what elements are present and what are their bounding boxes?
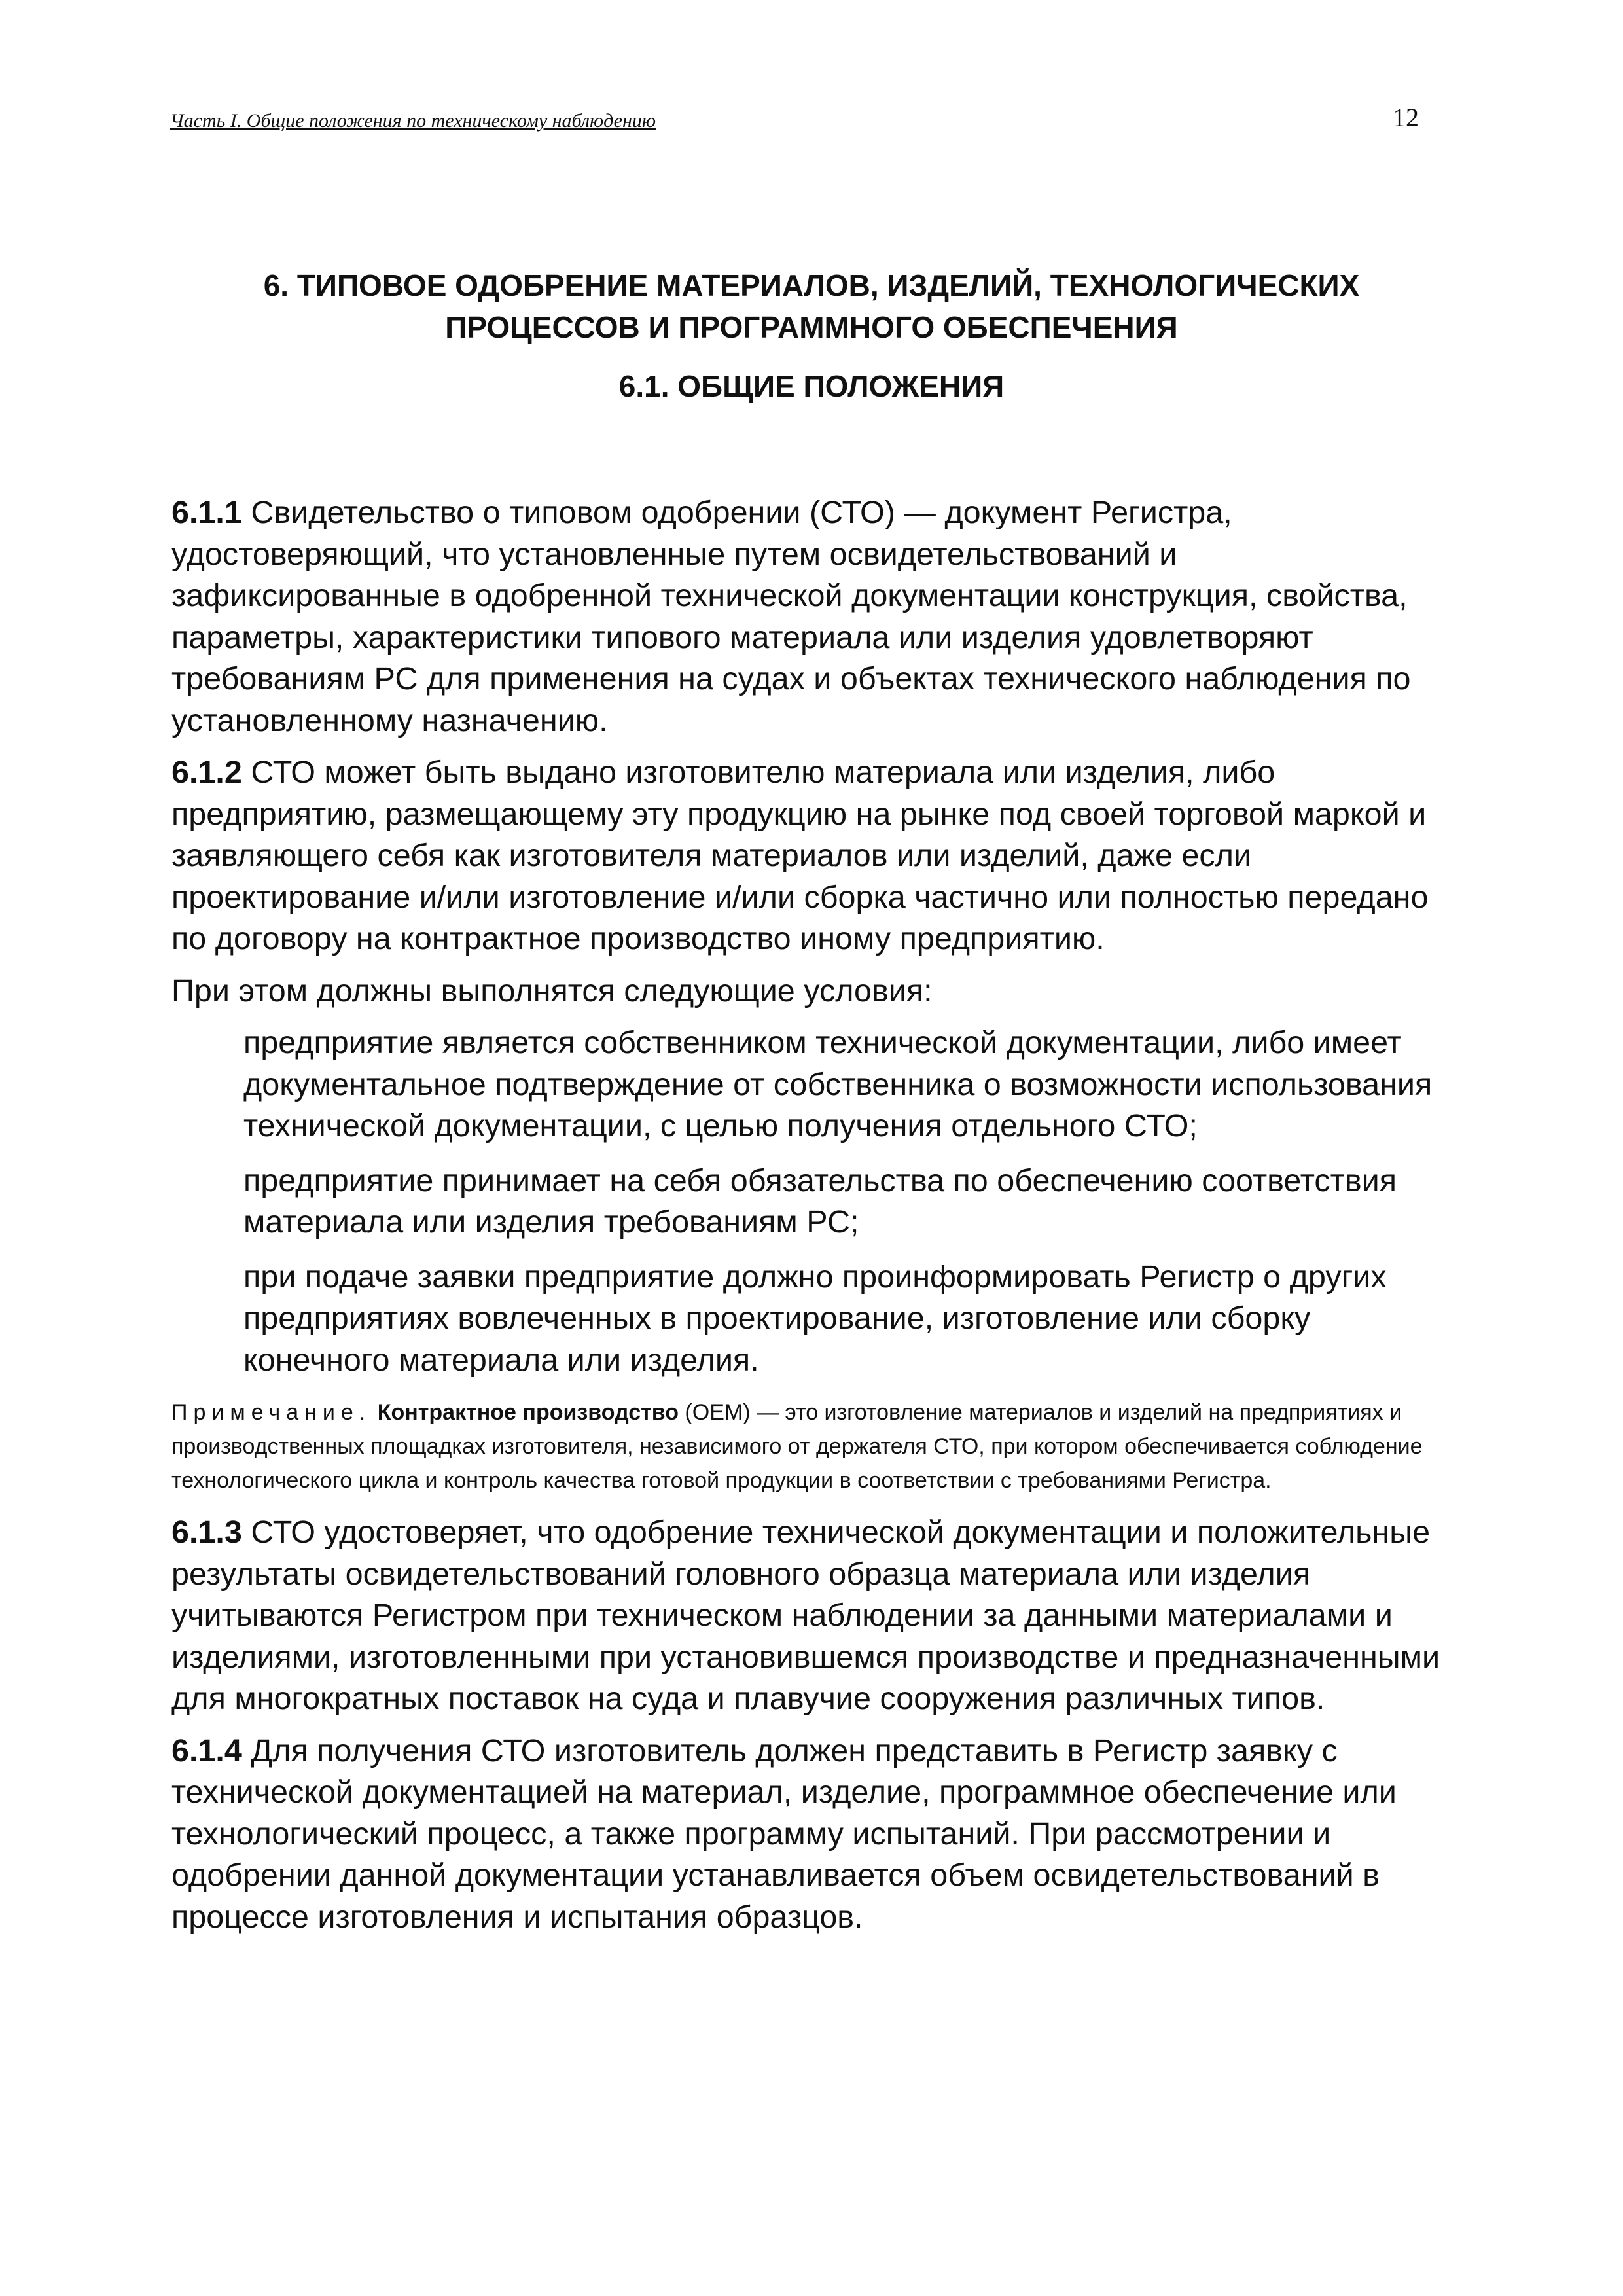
condition-item: при подаче заявки предприятие должно проинформировать Регистр о других предприятиях вовлеченных в проектирование, изготовление или сборку конечного материала или изделия. — [243, 1259, 1387, 1378]
note-text: (ОЕМ) — это изготовление материалов и изделий на предприятиях и производственных площадках изготовителя, независимого от держателя СТО, при котором обеспечивается соблюдение технологического цикла и контроль качества готовой продукции в соответствии с требованиями Регистра. — [171, 1400, 1423, 1493]
condition-item: предприятие является собственником технической документации, либо имеет документальное подтверждение от собственника о возможности использования технической документации, с целью получения отдельного СТО; — [243, 1025, 1433, 1143]
paragraph-6-1-3 — [171, 1512, 1454, 1720]
conditions-list — [171, 1022, 1454, 1381]
paragraph-6-1-2 — [171, 752, 1454, 960]
section-title: 6.1. ОБЩИЕ ПОЛОЖЕНИЯ — [618, 369, 1005, 403]
paragraph-number: 6.1.1 — [171, 495, 242, 530]
paragraph-6-1-1 — [171, 492, 1454, 742]
document-body — [171, 492, 1454, 1948]
note-label: Примечание. — [171, 1400, 372, 1425]
note — [171, 1395, 1454, 1498]
paragraph-text: Для получения СТО изготовитель должен представить в Регистр заявку с технической документацией на материал, изделие, программное обеспечение или технологический процесс, а также программу испытаний. При рассмотрении и одобрении данной документации устанавливается объем освидетельствований в процессе изготовления и испытания образцов. — [171, 1732, 1397, 1935]
chapter-title — [157, 264, 1466, 348]
paragraph-6-1-4 — [171, 1731, 1454, 1939]
paragraph-text: Свидетельство о типовом одобрении (СТО) — документ Регистра, удостоверяющий, что установленные путем освидетельствований и зафиксированные в одобренной технической документации конструкция, свойства, параметры, характеристики типового материала или изделия удовлетворяют требованиям РС для применения на судах и объектах технического наблюдения по установленному назначению. — [171, 495, 1411, 738]
chapter-title-line-1: 6. ТИПОВОЕ ОДОБРЕНИЕ МАТЕРИАЛОВ, ИЗДЕЛИЙ, ТЕХНОЛОГИЧЕСКИХ — [263, 268, 1360, 302]
paragraph-text: СТО может быть выдано изготовителю материала или изделия, либо предприятию, размещающему эту продукцию на рынке под своей торговой маркой и заявляющего себя как изготовителя материалов или изделий, даже если проектирование и/или изготовление и/или сборка частично или полностью передано по договору на контрактное производство иному предприятию. — [171, 755, 1429, 956]
paragraph-number: 6.1.3 — [171, 1515, 242, 1550]
note-term: Контрактное производство — [377, 1400, 679, 1425]
paragraph-number: 6.1.4 — [171, 1732, 242, 1768]
page-number: 12 — [1393, 103, 1419, 132]
conditions-intro: При этом должны выполнятся следующие условия: — [171, 973, 933, 1009]
paragraph-text: СТО удостоверяет, что одобрение технической документации и положительные результаты освидетельствований головного образца материала или изделия учитываются Регистром при техническом наблюдении за данными материалами и изделиями, изготовленными при установившемся производстве и предназначенными для многократных поставок на суда и плавучие сооружения различных типов. — [171, 1515, 1440, 1716]
condition-item: предприятие принимает на себя обязательства по обеспечению соответствия материала или изделия требованиям РС; — [243, 1162, 1397, 1240]
chapter-title-line-2: ПРОЦЕССОВ И ПРОГРАММНОГО ОБЕСПЕЧЕНИЯ — [445, 310, 1178, 344]
running-header: Часть I. Общие положения по техническому наблюдению — [170, 110, 656, 132]
paragraph-number: 6.1.2 — [171, 755, 242, 790]
